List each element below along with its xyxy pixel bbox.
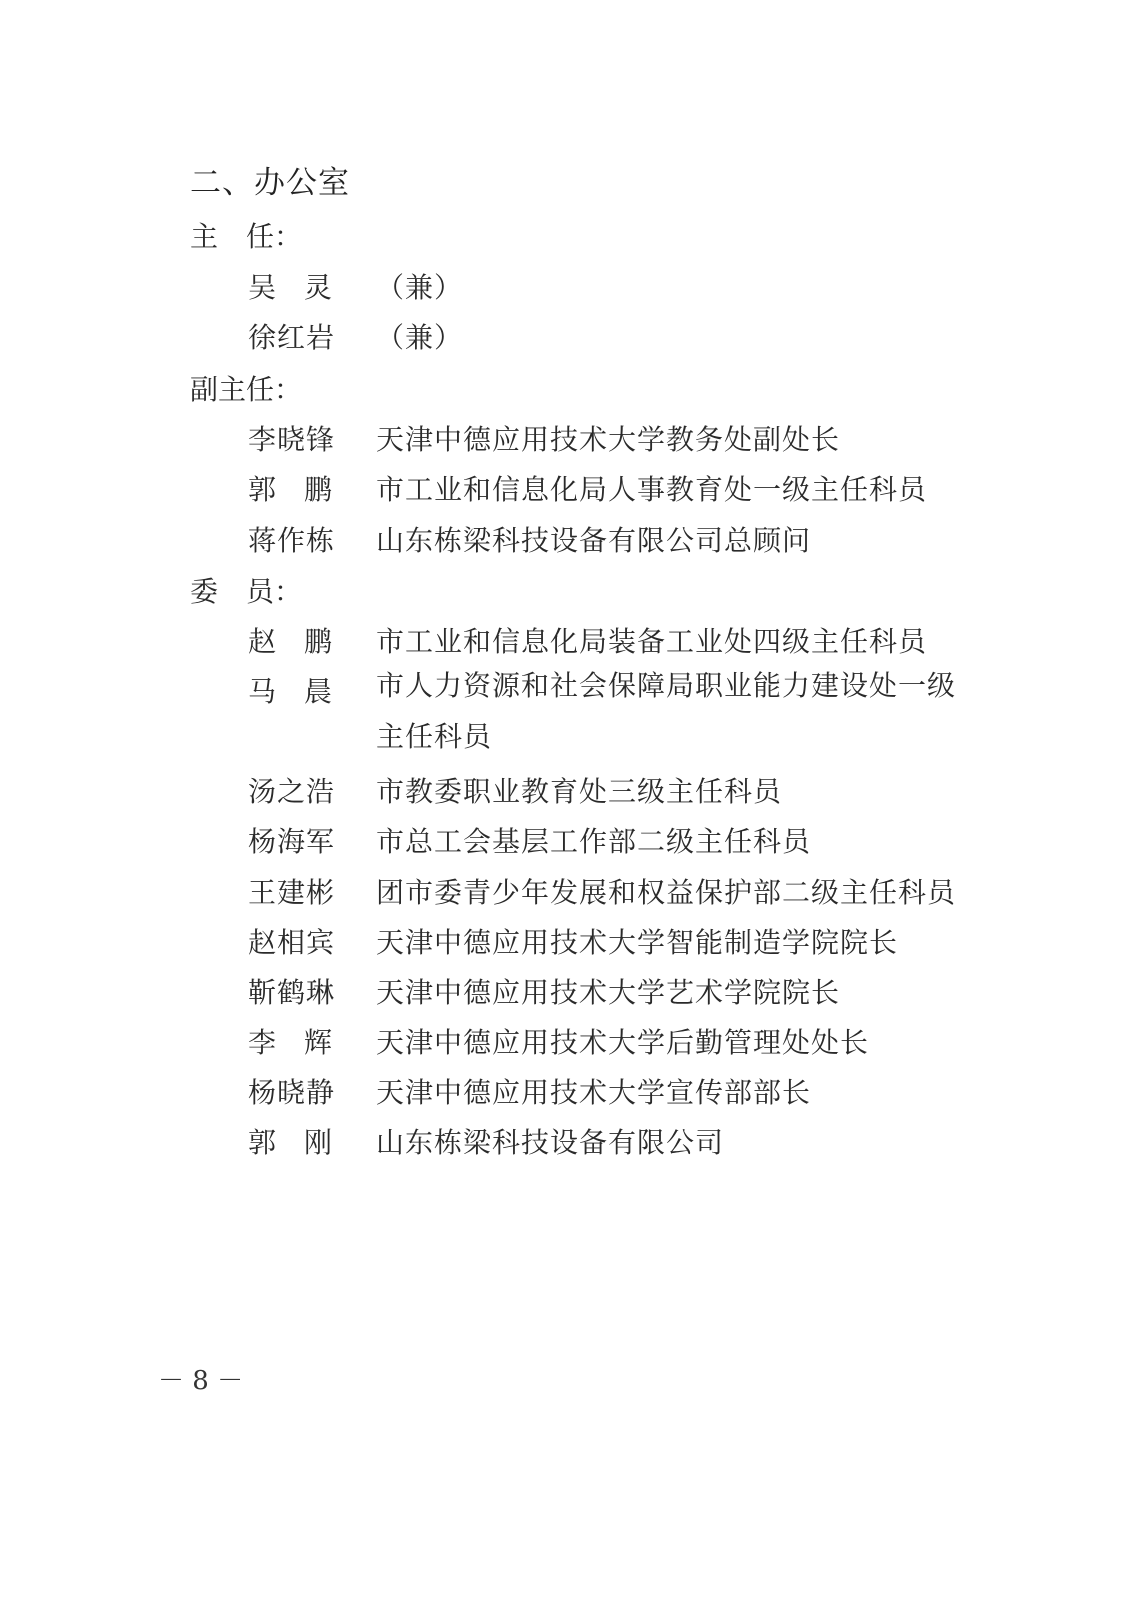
member-entry — [248, 1121, 724, 1161]
member-desc: （兼） — [376, 321, 464, 354]
member-desc: 天津中德应用技术大学宣传部部长 — [376, 1076, 812, 1109]
member-desc: 市教委职业教育处三级主任科员 — [376, 775, 783, 808]
member-desc: 天津中德应用技术大学智能制造学院院长 — [376, 926, 899, 959]
section-title: 二、办公室 — [190, 165, 350, 201]
member-name: 赵相宾 — [248, 926, 336, 959]
member-entry — [248, 670, 968, 762]
member-desc: 天津中德应用技术大学教务处副处长 — [376, 423, 841, 456]
member-entry — [248, 820, 811, 860]
member-desc: 山东栋梁科技设备有限公司总顾问 — [376, 524, 812, 557]
deputy-entry — [248, 519, 811, 559]
member-name: 赵鹏 — [248, 625, 361, 658]
role-label-director: 主 任： — [190, 220, 303, 253]
member-desc: 市人力资源和社会保障局职业能力建设处一级主任科员 — [376, 669, 957, 753]
member-entry — [248, 1071, 811, 1111]
member-desc: 市总工会基层工作部二级主任科员 — [376, 825, 812, 858]
member-name: 李辉 — [248, 1026, 361, 1059]
member-name: 徐红岩 — [248, 321, 336, 354]
member-name: 吴灵 — [248, 271, 361, 304]
deputy-entry — [248, 418, 840, 458]
member-name: 王建彬 — [248, 876, 336, 909]
member-desc: 市工业和信息化局装备工业处四级主任科员 — [376, 625, 928, 658]
member-desc: 市工业和信息化局人事教育处一级主任科员 — [376, 473, 928, 506]
member-name: 李晓锋 — [248, 423, 336, 456]
page-number: － 8 － — [158, 1366, 244, 1396]
member-name: 马晨 — [248, 675, 361, 708]
member-name: 郭刚 — [248, 1126, 361, 1159]
member-entry — [248, 770, 782, 810]
member-name: 杨晓静 — [248, 1076, 336, 1109]
member-desc: 团市委青少年发展和权益保护部二级主任科员 — [376, 876, 957, 909]
member-name: 蒋作栋 — [248, 524, 336, 557]
member-name: 郭鹏 — [248, 473, 361, 506]
member-entry — [248, 871, 956, 911]
member-entry — [248, 971, 840, 1011]
director-entry — [248, 266, 463, 306]
role-label-deputy: 副主任： — [190, 373, 303, 406]
member-desc: （兼） — [376, 271, 464, 304]
member-desc: 天津中德应用技术大学艺术学院院长 — [376, 976, 841, 1009]
deputy-entry — [248, 468, 927, 508]
member-entry — [248, 921, 898, 961]
member-entry — [248, 620, 927, 660]
role-label-members: 委 员： — [190, 575, 303, 608]
member-name: 靳鹤琳 — [248, 976, 336, 1009]
member-name: 汤之浩 — [248, 775, 336, 808]
member-desc: 山东栋梁科技设备有限公司 — [376, 1126, 725, 1159]
director-entry — [248, 316, 463, 356]
member-entry — [248, 1021, 869, 1061]
member-name: 杨海军 — [248, 825, 336, 858]
member-desc: 天津中德应用技术大学后勤管理处处长 — [376, 1026, 870, 1059]
